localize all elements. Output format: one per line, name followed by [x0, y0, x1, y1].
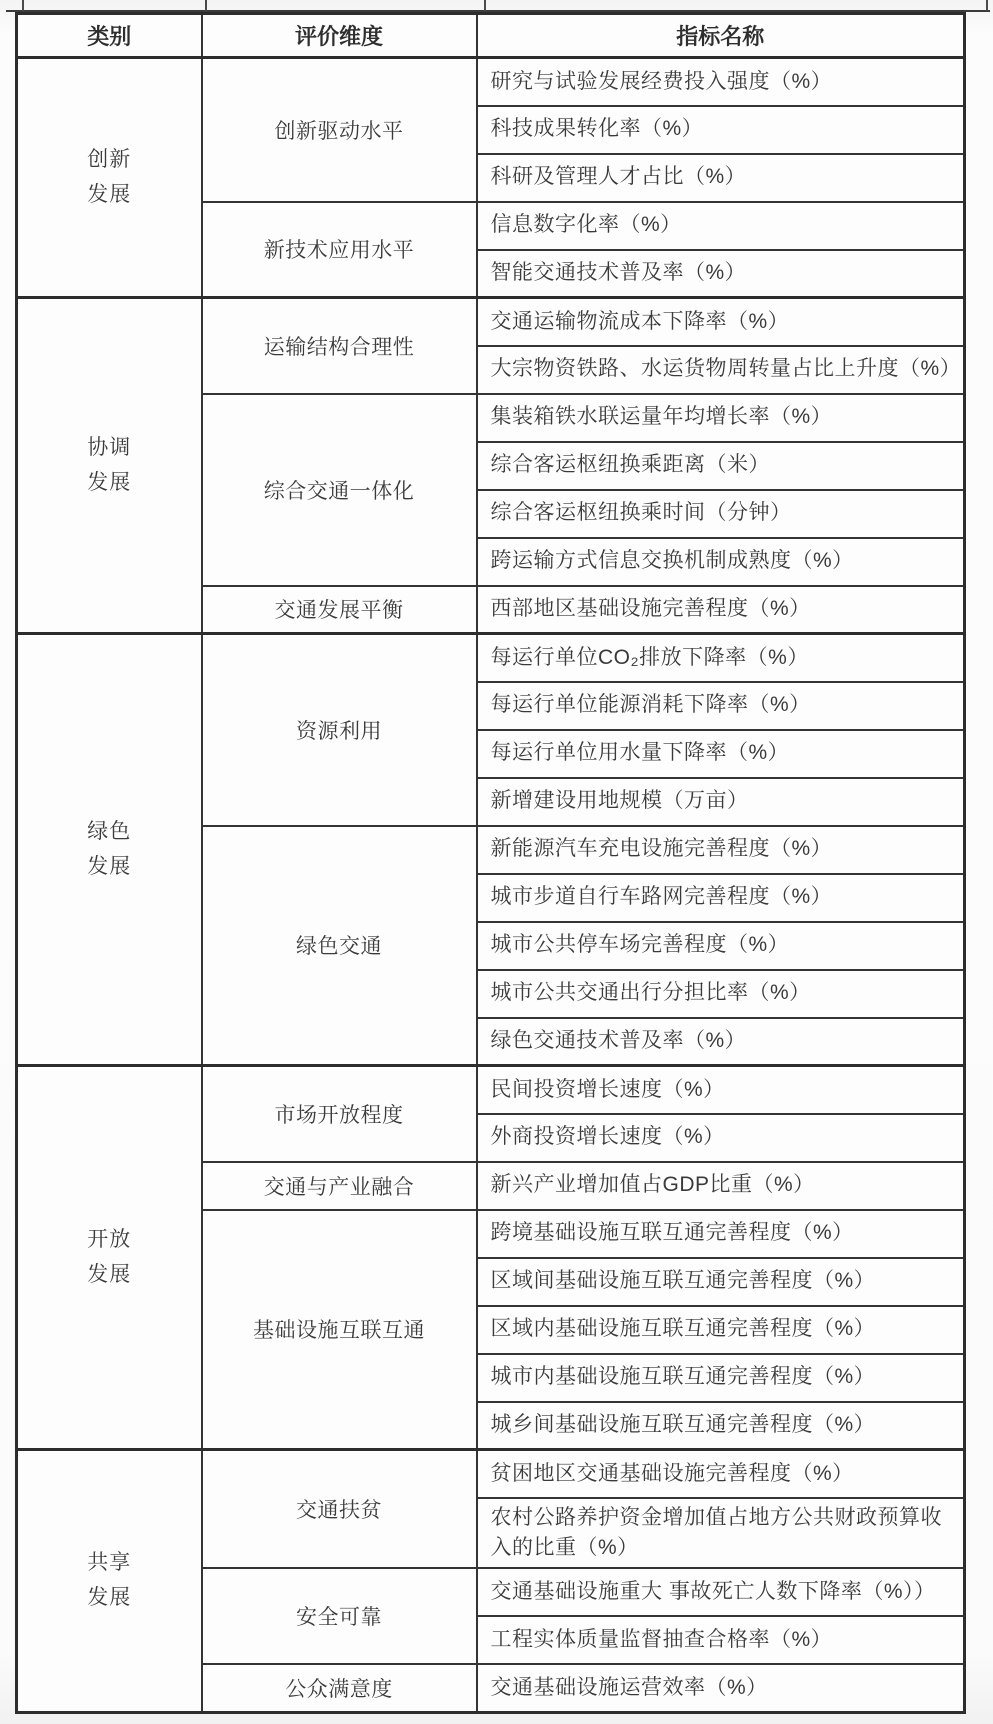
- indicator-cell: 跨运输方式信息交换机制成熟度（%）: [477, 538, 965, 586]
- category-cell: [17, 1066, 202, 1450]
- dimension-cell: 运输结构合理性: [202, 298, 477, 394]
- dimension-cell: 创新驱动水平: [202, 58, 477, 202]
- category-label: 开放发展: [87, 1227, 132, 1286]
- indicator-cell: 城市公共停车场完善程度（%）: [477, 922, 965, 970]
- cropped-table-remnant-stub: [205, 0, 207, 11]
- dimension-cell: 新技术应用水平: [202, 202, 477, 298]
- table-row: [17, 298, 965, 346]
- indicator-cell: 区域内基础设施互联互通完善程度（%）: [477, 1306, 965, 1354]
- category-cell: [17, 634, 202, 1066]
- indicator-cell: 智能交通技术普及率（%）: [477, 250, 965, 298]
- indicator-cell: 城市步道自行车路网完善程度（%）: [477, 874, 965, 922]
- indicator-cell: 每运行单位能源消耗下降率（%）: [477, 682, 965, 730]
- indicator-cell: 绿色交通技术普及率（%）: [477, 1018, 965, 1066]
- indicator-cell: 工程实体质量监督抽查合格率（%）: [477, 1616, 965, 1664]
- cropped-table-remnant-stub: [22, 0, 24, 11]
- dimension-cell: 基础设施互联互通: [202, 1210, 477, 1450]
- indicator-cell: 贫困地区交通基础设施完善程度（%）: [477, 1450, 965, 1498]
- header-dimension: 评价维度: [202, 14, 477, 58]
- indicator-cell: 每运行单位用水量下降率（%）: [477, 730, 965, 778]
- indicator-cell: 新增建设用地规模（万亩）: [477, 778, 965, 826]
- category-cell: [17, 1450, 202, 1713]
- table-row: [17, 1450, 965, 1498]
- dimension-cell: 交通发展平衡: [202, 586, 477, 634]
- header-indicator: 指标名称: [477, 14, 965, 58]
- dimension-cell: 资源利用: [202, 634, 477, 826]
- indicator-cell: 城市内基础设施互联互通完善程度（%）: [477, 1354, 965, 1402]
- indicator-cell: 民间投资增长速度（%）: [477, 1066, 965, 1114]
- indicator-cell: 每运行单位CO₂排放下降率（%）: [477, 634, 965, 682]
- header-row: [17, 14, 965, 58]
- cropped-table-remnant-stub: [986, 0, 988, 11]
- indicator-table: [15, 12, 966, 1714]
- indicator-cell: 集装箱铁水联运量年均增长率（%）: [477, 394, 965, 442]
- indicator-cell: 研究与试验发展经费投入强度（%）: [477, 58, 965, 106]
- dimension-cell: 综合交通一体化: [202, 394, 477, 586]
- indicator-cell: 综合客运枢纽换乘距离（米）: [477, 442, 965, 490]
- indicator-cell: 综合客运枢纽换乘时间（分钟）: [477, 490, 965, 538]
- indicator-cell: 农村公路养护资金增加值占地方公共财政预算收入的比重（%）: [477, 1498, 965, 1569]
- dimension-cell: 绿色交通: [202, 826, 477, 1066]
- indicator-cell: 信息数字化率（%）: [477, 202, 965, 250]
- category-label: 绿色发展: [87, 819, 132, 878]
- dimension-cell: 安全可靠: [202, 1568, 477, 1664]
- category-label: 协调发展: [87, 435, 132, 494]
- category-label: 共享发展: [87, 1551, 132, 1609]
- indicator-cell: 交通基础设施运营效率（%）: [477, 1664, 965, 1712]
- category-cell: [17, 58, 202, 298]
- category-cell: [17, 298, 202, 634]
- indicator-cell: 城市公共交通出行分担比率（%）: [477, 970, 965, 1018]
- indicator-cell: 科技成果转化率（%）: [477, 106, 965, 154]
- indicator-cell: 科研及管理人才占比（%）: [477, 154, 965, 202]
- indicator-cell: 西部地区基础设施完善程度（%）: [477, 586, 965, 634]
- category-label: 创新发展: [87, 147, 132, 206]
- indicator-cell: 区域间基础设施互联互通完善程度（%）: [477, 1258, 965, 1306]
- indicator-cell: 新能源汽车充电设施完善程度（%）: [477, 826, 965, 874]
- dimension-cell: 公众满意度: [202, 1664, 477, 1712]
- indicator-cell: 城乡间基础设施互联互通完善程度（%）: [477, 1402, 965, 1450]
- indicator-cell: 交通基础设施重大 事故死亡人数下降率（%））: [477, 1568, 965, 1616]
- indicator-cell: 大宗物资铁路、水运货物周转量占比上升度（%）: [477, 346, 965, 394]
- table-row: [17, 634, 965, 682]
- indicator-cell: 跨境基础设施互联互通完善程度（%）: [477, 1210, 965, 1258]
- indicator-cell: 交通运输物流成本下降率（%）: [477, 298, 965, 346]
- dimension-cell: 市场开放程度: [202, 1066, 477, 1162]
- table-row: [17, 58, 965, 106]
- cropped-table-remnant-stub: [484, 0, 486, 11]
- indicator-cell: 外商投资增长速度（%）: [477, 1114, 965, 1162]
- table-row: [17, 1066, 965, 1114]
- dimension-cell: 交通扶贫: [202, 1450, 477, 1569]
- dimension-cell: 交通与产业融合: [202, 1162, 477, 1210]
- indicator-cell: 新兴产业增加值占GDP比重（%）: [477, 1162, 965, 1210]
- header-category: 类别: [17, 14, 202, 58]
